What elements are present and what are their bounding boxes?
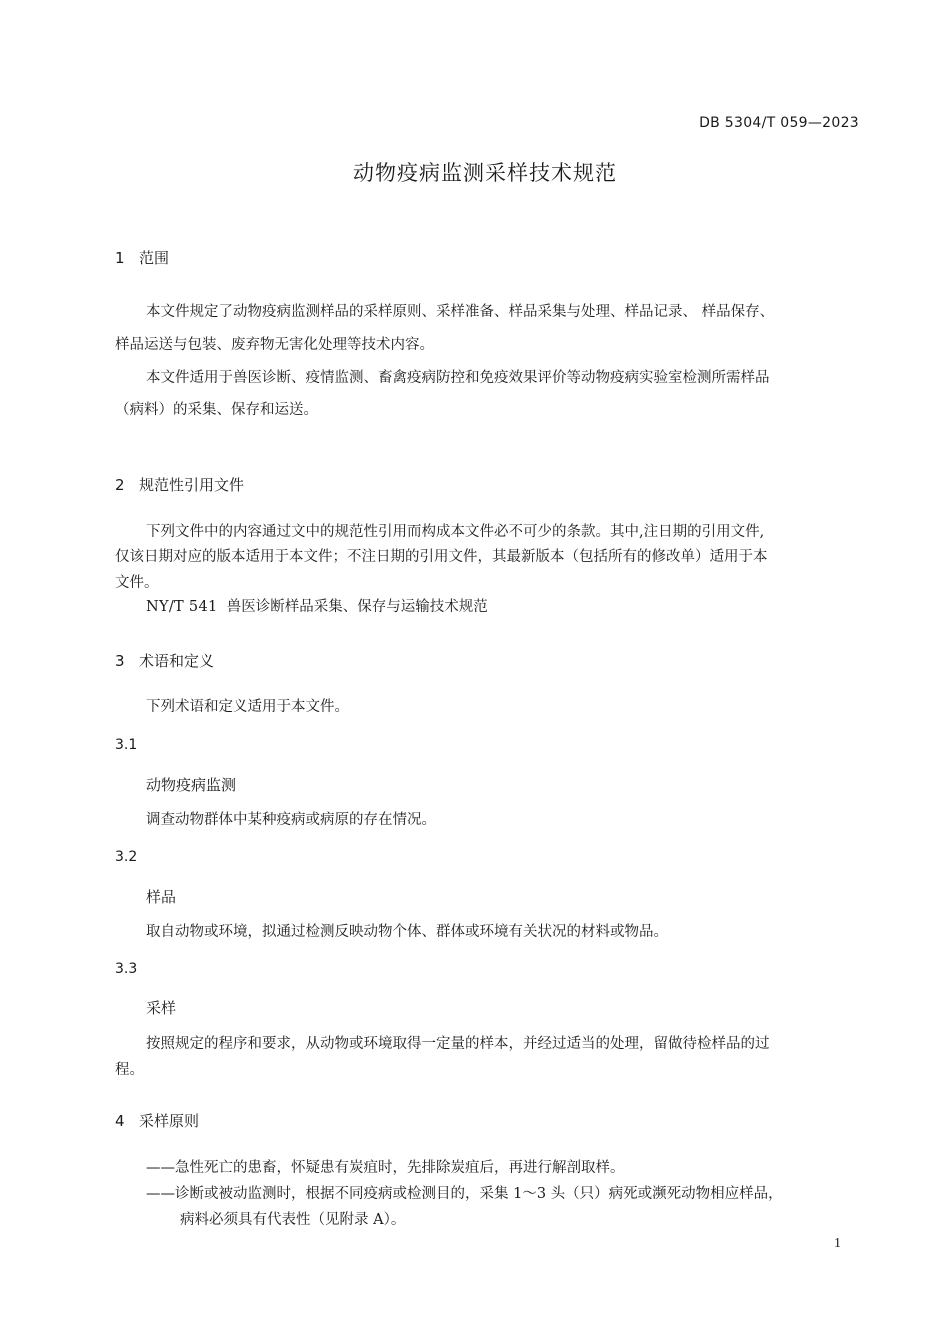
reference-title: 兽医诊断样品采集、保存与运输技术规范 xyxy=(226,599,488,615)
reference-code: NY/T 541 xyxy=(146,599,218,615)
section-title: 采样原则 xyxy=(139,1112,200,1130)
term-definition: 按照规定的程序和要求，从动物或环境取得一定量的样本，并经过适当的处理，留做待检样品的过 xyxy=(146,1036,770,1052)
paragraph-line: 本文件规定了动物疫病监测样品的采样原则、采样准备、样品采集与处理、样品记录、 样品保存、 xyxy=(146,304,775,320)
section-number: 4 xyxy=(115,1112,125,1130)
paragraph-line: 下列文件中的内容通过文中的规范性引用而构成本文件必不可少的条款。其中,注日期的引用文件, xyxy=(146,524,765,540)
page-number: 1 xyxy=(834,1236,841,1251)
section-number: 1 xyxy=(115,249,125,267)
standard-code: DB 5304/T 059—2023 xyxy=(699,115,859,131)
term-definition: 调查动物群体中某种疫病或病原的存在情况。 xyxy=(146,812,436,828)
paragraph-line: 本文件适用于兽医诊断、疫情监测、畜禽疫病防控和免疫效果评价等动物疫病实验室检测所需样品 xyxy=(146,370,770,386)
term-number: 3.1 xyxy=(115,737,138,753)
paragraph-line: （病料）的采集、保存和运送。 xyxy=(115,402,318,418)
term-number: 3.3 xyxy=(115,961,138,977)
term-heading: 样品 xyxy=(146,888,177,906)
section-title: 范围 xyxy=(139,249,170,267)
document-title: 动物疫病监测采样技术规范 xyxy=(353,161,617,185)
section-3-heading xyxy=(115,650,214,671)
paragraph-line: 文件。 xyxy=(115,575,159,591)
list-item-continuation: 病料必须具有代表性（见附录 A）。 xyxy=(180,1212,406,1228)
section-2-heading xyxy=(115,474,244,495)
section-title: 术语和定义 xyxy=(139,652,215,670)
list-item: ——诊断或被动监测时，根据不同疫病或检测目的，采集 1～3 头（只）病死或濒死动物相应样品， xyxy=(146,1186,783,1202)
paragraph-line: 样品运送与包装、废弃物无害化处理等技术内容。 xyxy=(115,337,434,353)
list-item: ——急性死亡的患畜，怀疑患有炭疽时，先排除炭疽后，再进行解剖取样。 xyxy=(146,1160,625,1176)
paragraph-line: 仅该日期对应的版本适用于本文件；不注日期的引用文件，其最新版本（包括所有的修改单）适用于本 xyxy=(115,549,768,565)
section-title: 规范性引用文件 xyxy=(139,476,245,494)
normative-reference xyxy=(146,598,488,617)
section-4-heading xyxy=(115,1110,199,1131)
term-definition: 程。 xyxy=(115,1062,144,1078)
section-1-heading xyxy=(115,247,169,268)
paragraph-line: 下列术语和定义适用于本文件。 xyxy=(146,699,349,715)
term-number: 3.2 xyxy=(115,849,138,865)
section-number: 3 xyxy=(115,652,125,670)
section-number: 2 xyxy=(115,476,125,494)
term-heading: 采样 xyxy=(146,999,177,1017)
term-heading: 动物疫病监测 xyxy=(146,776,237,794)
term-definition: 取自动物或环境，拟通过检测反映动物个体、群体或环境有关状况的材料或物品。 xyxy=(146,924,668,940)
